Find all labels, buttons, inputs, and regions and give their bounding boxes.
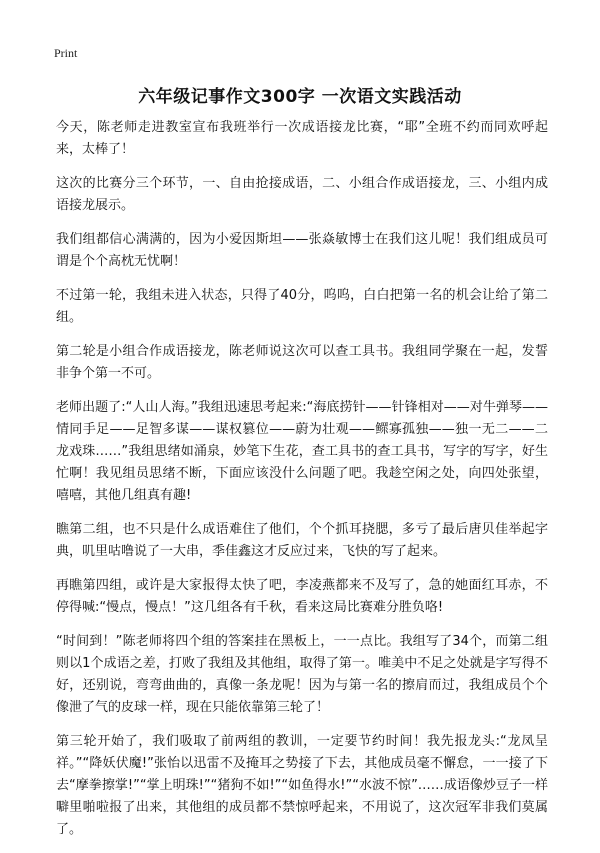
print-link[interactable]: Print [54,46,78,60]
paragraph-7: 瞧第二组，也不只是什么成语难住了他们，个个抓耳挠腮，多亏了最后唐贝佳举起字典，叽里咕噜说了一大串，季佳鑫这才反应过来，飞快的写了起来。 [56,522,548,559]
paragraph-3: 我们组都信心满满的，因为小爱因斯坦——张焱敏博士在我们这儿呢！我们组成员可谓是个个高枕无忧啊！ [56,232,548,269]
article-title: 六年级记事作文300字 一次语文实践活动 [138,87,462,107]
paragraph-1: 今天，陈老师走进教室宣布我班举行一次成语接龙比赛，“耶”全班不约而同欢呼起来，太棒了！ [56,120,548,157]
paragraph-5: 第二轮是小组合作成语接龙，陈老师说这次可以查工具书。我组同学聚在一起，发誓非争个第一不可。 [56,344,548,381]
paragraph-8: 再瞧第四组，或许是大家报得太快了吧，李凌燕都来不及写了，急的她面红耳赤，不停得喊:“慢点，慢点！”这几组各有千秋，看来这局比赛难分胜负咯! [56,578,548,615]
paragraph-4: 不过第一轮，我组未进入状态，只得了40分，呜呜，白白把第一名的机会让给了第二组。 [56,288,548,325]
paragraph-9: “时间到！”陈老师将四个组的答案挂在黑板上，一一点比。我组写了34个，而第二组则以1个成语之差，打败了我组及其他组，取得了第一。唯美中不足之处就是字写得不好，还别说，弯弯曲曲的，真像一条龙呢！因为与第一名的擦肩而过，我组成员个个像泄了气的皮球一样，现在只能依靠第三轮了！ [56,634,548,715]
paragraph-10: 第三轮开始了，我们吸取了前两组的教训，一定要节约时间！我先报龙头:“龙凤呈祥。”“降妖伏魔!”张怡以迅雷不及掩耳之势接了下去，其他成员毫不懈怠，一一接了下去“摩拳擦掌!”“掌上明珠!”“猪狗不如!”“如鱼得水!”“水波不惊”……成语像炒豆子一样噼里啪啦报了出来，其他组的成员都不禁惊呼起来，不用说了，这次冠军非我们莫属了。 [56,734,548,837]
paragraph-6: 老师出题了:“人山人海。”我组迅速思考起来:“海底捞针——针锋相对——对牛弹琴——情同手足——足智多谋——谋权篡位——蔚为壮观——鳏寡孤独——独一无二——二龙戏珠……”我组思绪如涌泉，妙笔下生花，查工具书的查工具书，写字的写字，好生忙啊！我见组员思绪不断，下面应该没什么问题了吧。我趁空闲之处，向四处张望，嘻嘻，其他几组真有趣! [56,400,548,503]
paragraph-2: 这次的比赛分三个环节，一、自由抢接成语，二、小组合作成语接龙，三、小组内成语接龙展示。 [56,176,548,213]
article-body [56,117,548,853]
